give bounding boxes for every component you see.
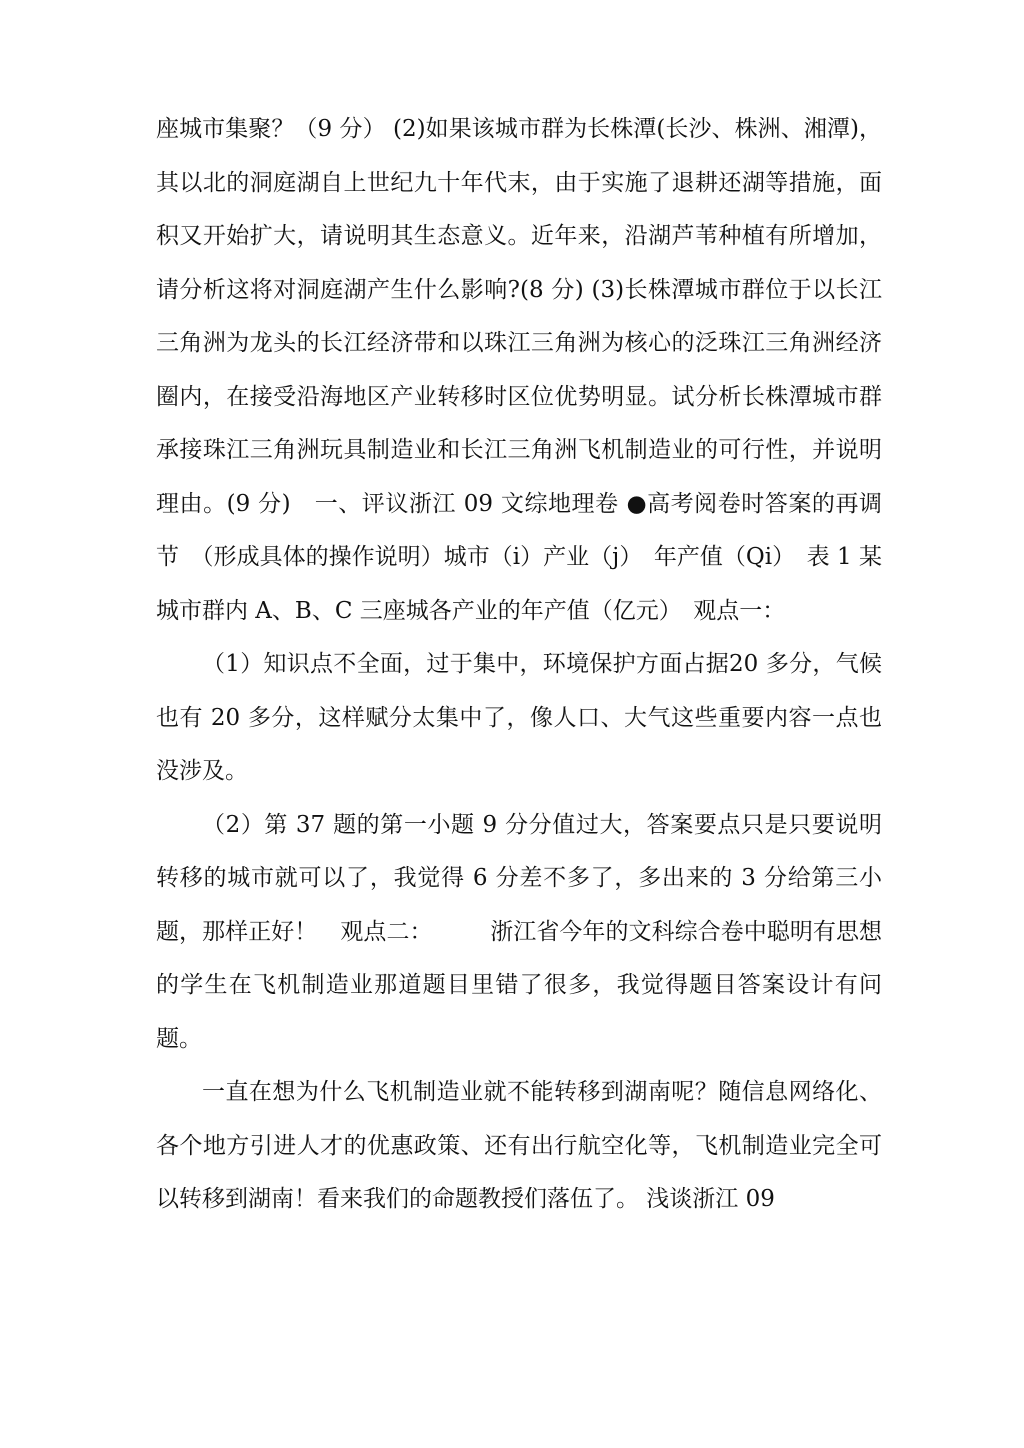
paragraph-airplane-manufacturing: 一直在想为什么飞机制造业就不能转移到湖南呢？随信息网络化、各个地方引进人才的优惠政策、还有出行航空化等，飞机制造业完全可以转移到湖南！看来我们的命题教授们落伍了。 浅谈浙江 09: [156, 1079, 882, 1212]
paragraph-viewpoint-one-item-1: （1）知识点不全面，过于集中，环境保护方面占据20 多分，气候也有 20 多分，这样赋分太集中了，像人口、大气这些重要内容一点也没涉及。: [156, 651, 882, 784]
document-body: [156, 103, 882, 1227]
paragraph-question-text: 座城市集聚？（9 分） (2)如果该城市群为长株潭(长沙、株洲、湘潭)，其以北的洞庭湖自上世纪九十年代末，由于实施了退耕还湖等措施，面积又开始扩大，请说明其生态意义。近年来，沿湖芦苇种植有所增加，请分析这将对洞庭湖产生什么影响?(8 分) (3)长株潭城市群位于以长江三角洲为龙头的长江经济带和以珠江三角洲为核心的泛珠江三角洲经济圈内，在接受沿海地区产业转移时区位优势明显。试分析长株潭城市群承接珠江三角洲玩具制造业和长江三角洲飞机制造业的可行性，并说明理由。(9 分) 一、评议浙江 09 文综地理卷 ●高考阅卷时答案的再调节 （形成具体的操作说明）城市（i）产业（j） 年产值（Qi） 表 1 某城市群内 A、B、C 三座城各产业的年产值（亿元） 观点一：: [156, 116, 882, 624]
paragraph-viewpoint-one-item-2: （2）第 37 题的第一小题 9 分分值过大，答案要点只是只要说明转移的城市就可以了，我觉得 6 分差不多了，多出来的 3 分给第三小题，那样正好！ 观点二： 浙江省今年的文科综合卷中聪明有思想的学生在飞机制造业那道题目里错了很多，我觉得题目答案设计有问题。: [156, 811, 882, 1052]
